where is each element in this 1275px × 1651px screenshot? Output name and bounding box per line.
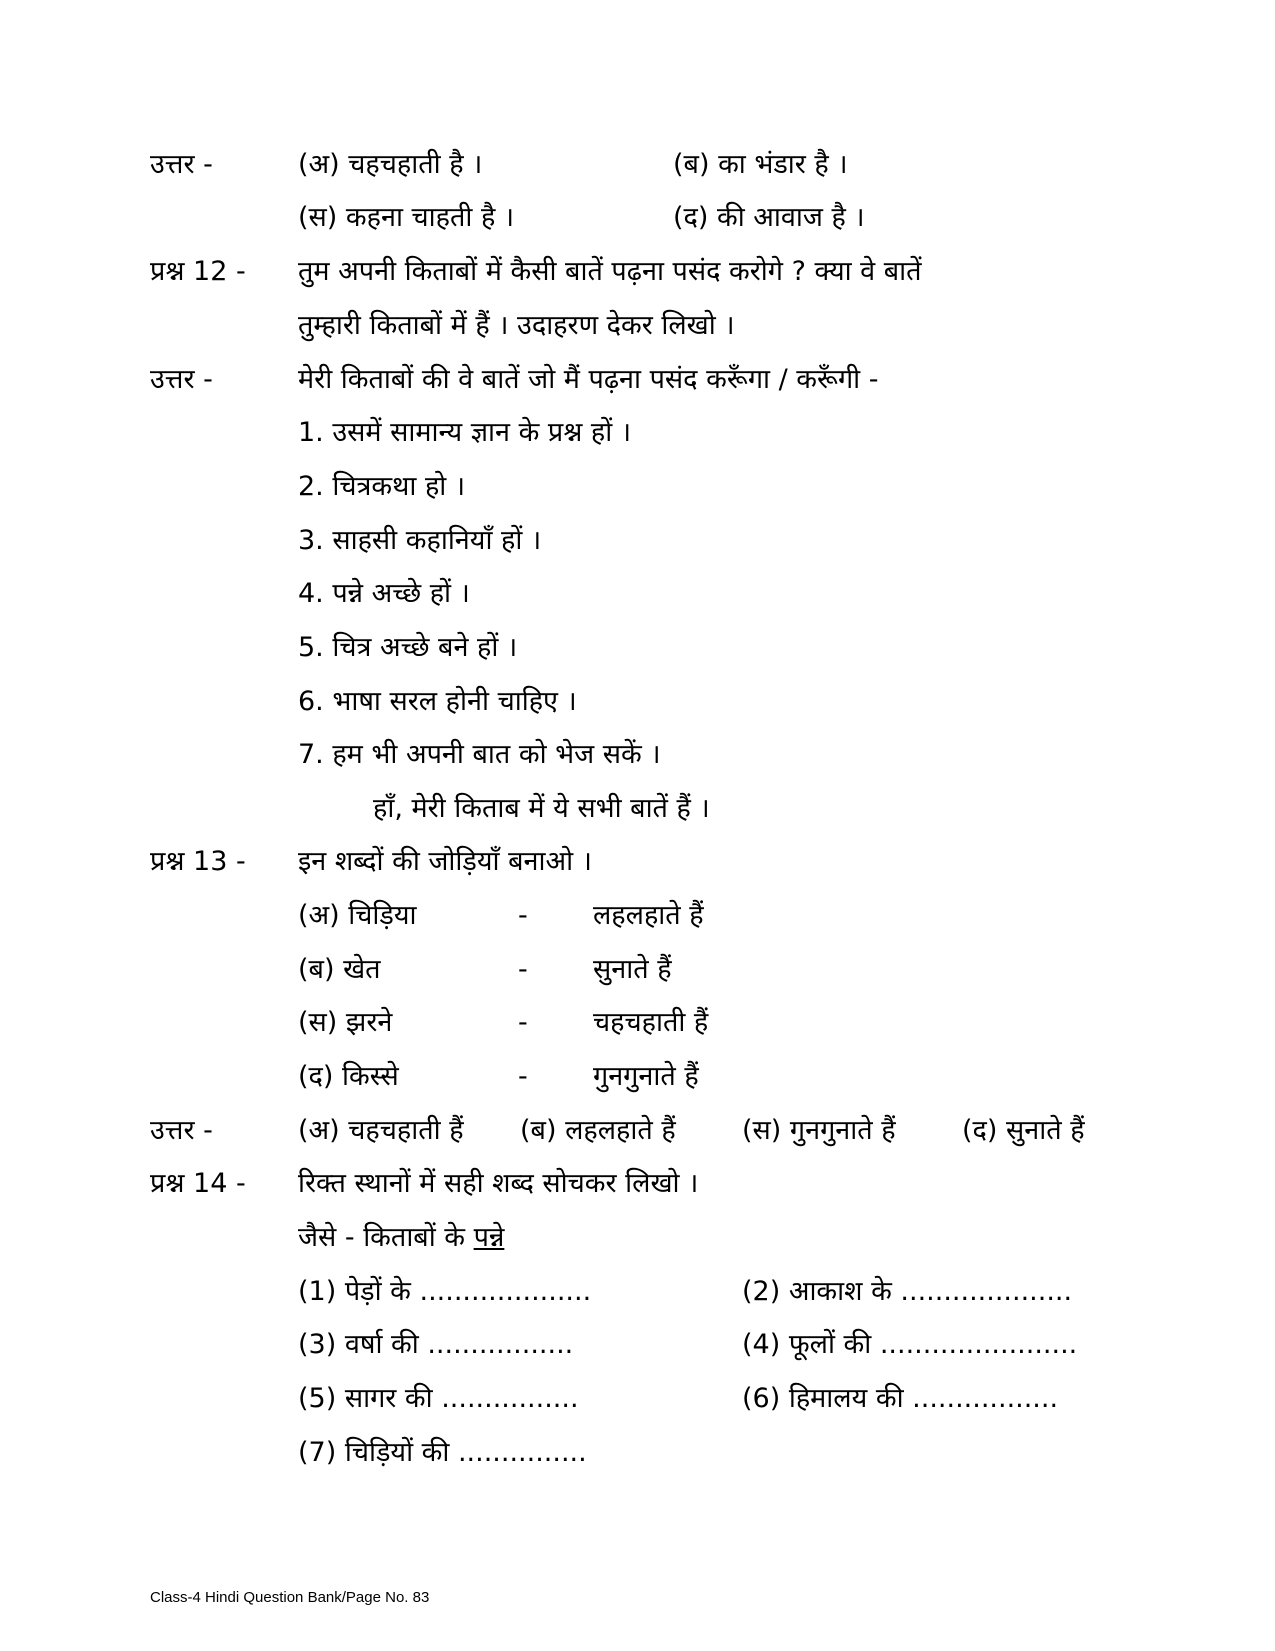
q13-answer-b: (ब) लहलहाते हैं [520, 1115, 676, 1146]
pair-dash: - [518, 954, 528, 985]
pair-left: (अ) चिड़िया [298, 900, 417, 931]
answer-label: उत्तर - [150, 1115, 213, 1146]
question-label: प्रश्न 12 - [150, 256, 246, 287]
pair-right: गुनगुनाते हैं [593, 1061, 699, 1092]
q11-answer-d: (द) की आवाज है । [673, 202, 865, 233]
q13-answer-c: (स) गुनगुनाते हैं [742, 1115, 896, 1146]
q13-answer-a: (अ) चहचहाती हैं [298, 1115, 464, 1146]
q12-text-line-2: तुम्हारी किताबों में हैं । उदाहरण देकर लिखो । [298, 310, 735, 341]
pair-dash: - [518, 1007, 528, 1038]
list-item-text: 7. हम भी अपनी बात को भेज सकें । [298, 739, 661, 770]
q12-text-line-1: तुम अपनी किताबों में कैसी बातें पढ़ना पसंद करोगे ? क्या वे बातें [298, 256, 922, 287]
example-word: पन्ने [473, 1222, 505, 1253]
fill-blank-item: (7) चिड़ियों की ............... [298, 1437, 587, 1468]
q13-answer-d: (द) सुनाते हैं [962, 1115, 1085, 1146]
q11-answer-a: (अ) चहचहाती है । [298, 149, 483, 180]
q12-answer-intro: मेरी किताबों की वे बातें जो मैं पढ़ना पसंद करूँगा / करूँगी - [298, 364, 879, 395]
page-footer: Class-4 Hindi Question Bank/Page No. 83 [150, 1589, 430, 1606]
pair-left: (द) किस्से [298, 1061, 399, 1092]
q12-answer-conclusion: हाँ, मेरी किताब में ये सभी बातें हैं । [373, 793, 710, 824]
pair-right: चहचहाती हैं [593, 1007, 709, 1038]
q14-text: रिक्त स्थानों में सही शब्द सोचकर लिखो । [298, 1168, 699, 1199]
q14-example [298, 1213, 504, 1263]
q11-answer-c: (स) कहना चाहती है । [298, 202, 515, 233]
list-item-text: 4. पन्ने अच्छे हों । [298, 578, 470, 609]
example-prefix: जैसे - किताबों के [298, 1222, 474, 1253]
pair-left: (स) झरने [298, 1007, 393, 1038]
list-item-text: 6. भाषा सरल होनी चाहिए । [298, 686, 577, 717]
fill-blank-item: (5) सागर की ................ [298, 1383, 579, 1414]
pair-left: (ब) खेत [298, 954, 381, 985]
answer-label: उत्तर - [150, 149, 213, 180]
answer-label: उत्तर - [150, 364, 213, 395]
fill-blank-item: (1) पेड़ों के .................... [298, 1276, 592, 1307]
fill-blank-item: (6) हिमालय की ................. [742, 1383, 1059, 1414]
fill-blank-item: (4) फूलों की ....................... [742, 1329, 1078, 1360]
list-item-text: 1. उसमें सामान्य ज्ञान के प्रश्न हों । [298, 417, 632, 448]
pair-dash: - [518, 900, 528, 931]
list-item-text: 3. साहसी कहानियाँ हों । [298, 525, 542, 556]
list-item-text: 2. चित्रकथा हो । [298, 471, 466, 502]
pair-dash: - [518, 1061, 528, 1092]
question-label: प्रश्न 13 - [150, 846, 246, 877]
fill-blank-item: (2) आकाश के .................... [742, 1276, 1073, 1307]
q13-text: इन शब्दों की जोड़ियाँ बनाओ । [298, 846, 592, 877]
q11-answer-b: (ब) का भंडार है । [673, 149, 848, 180]
pair-right: सुनाते हैं [593, 954, 672, 985]
list-item-text: 5. चित्र अच्छे बने हों । [298, 632, 518, 663]
question-label: प्रश्न 14 - [150, 1168, 246, 1199]
pair-right: लहलहाते हैं [593, 900, 704, 931]
fill-blank-item: (3) वर्षा की ................. [298, 1329, 574, 1360]
